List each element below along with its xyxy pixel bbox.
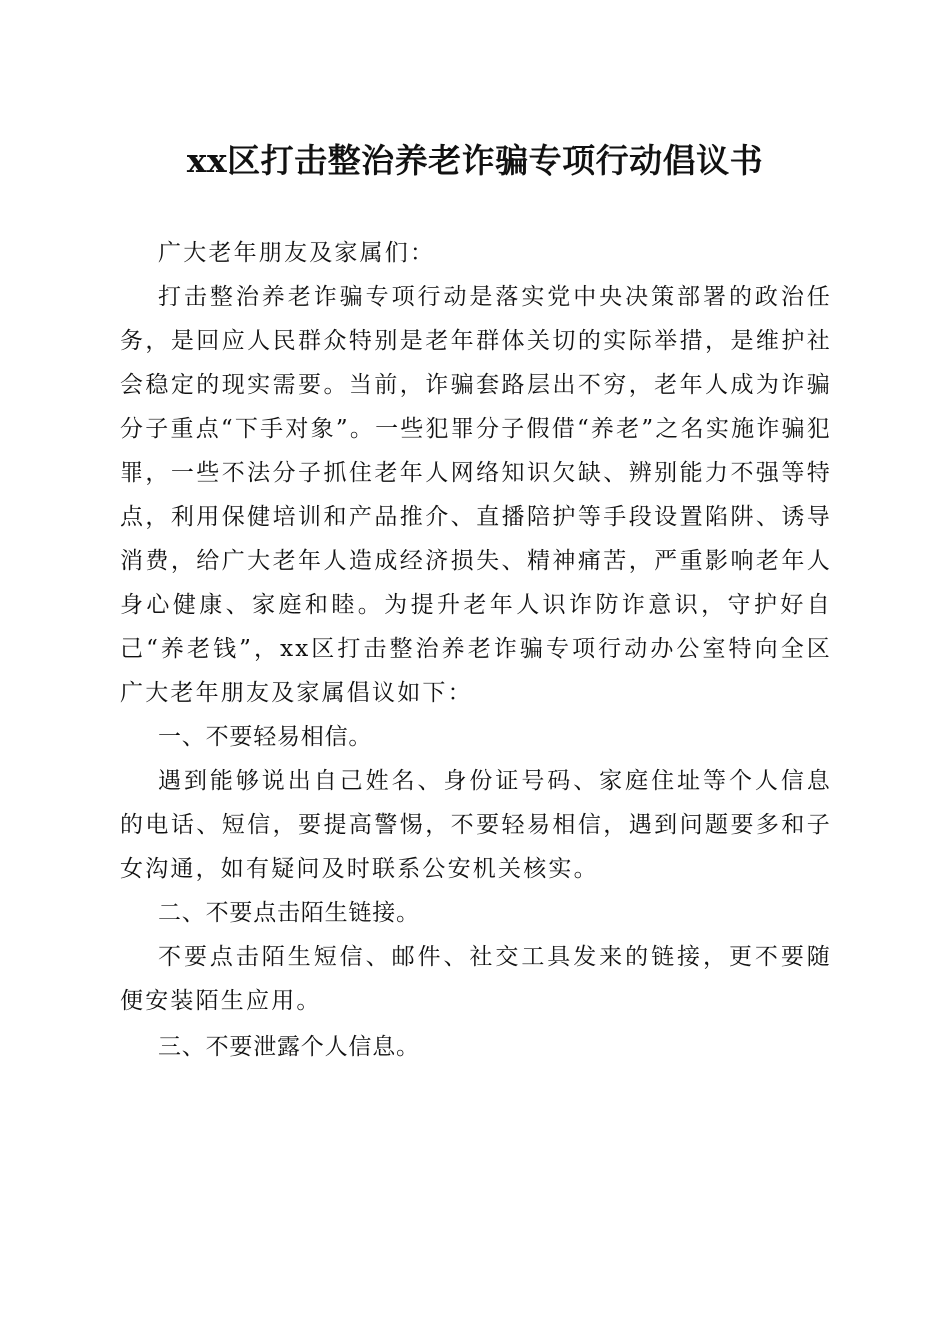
- document-title: xx区打击整治养老诈骗专项行动倡议书: [186, 141, 764, 180]
- section-heading-3: 三、不要泄露个人信息。: [158, 1034, 420, 1060]
- section-heading-2: 二、不要点击陌生链接。: [158, 900, 420, 926]
- section-text-2: 不要点击陌生短信、邮件、社交工具发来的链接，更不要随便安装陌生应用。: [120, 944, 832, 1014]
- section-heading-1: 一、不要轻易相信。: [158, 724, 373, 750]
- document-body: [120, 231, 832, 1069]
- section-text-1: 遇到能够说出自己姓名、身份证号码、家庭住址等个人信息的电话、短信，要提高警惕，不要轻易相信，遇到问题要多和子女沟通，如有疑问及时联系公安机关核实。: [120, 768, 832, 882]
- intro-paragraph: 打击整治养老诈骗专项行动是落实党中央决策部署的政治任务，是回应人民群众特别是老年群体关切的实际举措，是维护社会稳定的现实需要。当前，诈骗套路层出不穷，老年人成为诈骗分子重点“下手对象”。一些犯罪分子假借“养老”之名实施诈骗犯罪，一些不法分子抓住老年人网络知识欠缺、辨别能力不强等特点，利用保健培训和产品推介、直播陪护等手段设置陷阱、诱导消费，给广大老年人造成经济损失、精神痛苦，严重影响老年人身心健康、家庭和睦。为提升老年人识诈防诈意识，守护好自己“养老钱”，xx区打击整治养老诈骗专项行动办公室特向全区广大老年朋友及家属倡议如下：: [120, 284, 832, 706]
- salutation: 广大老年朋友及家属们：: [158, 240, 436, 266]
